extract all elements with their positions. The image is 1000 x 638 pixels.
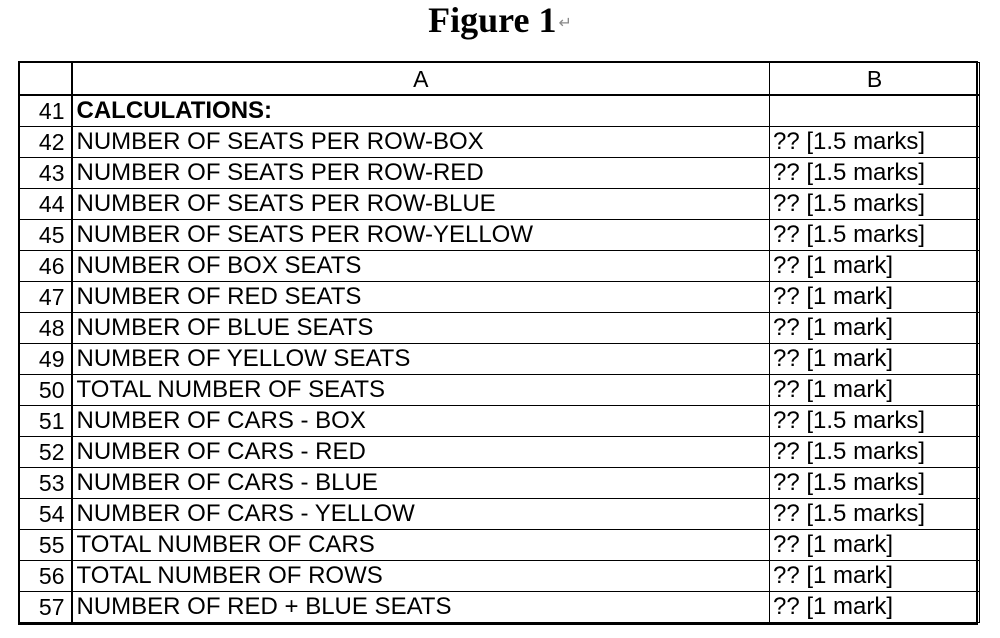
cell-b[interactable]: ?? [1 mark] [770,375,980,406]
row-number[interactable]: 52 [20,437,72,468]
cell-b[interactable]: ?? [1 mark] [770,530,980,561]
cell-a[interactable]: NUMBER OF RED + BLUE SEATS [72,592,770,623]
corner-cell[interactable] [20,63,72,96]
cell-a[interactable]: NUMBER OF CARS - BOX [72,406,770,437]
cell-a[interactable]: NUMBER OF SEATS PER ROW-BOX [72,127,770,158]
table-row [20,375,980,406]
cell-b[interactable]: ?? [1.5 marks] [770,127,980,158]
cell-b[interactable]: ?? [1.5 marks] [770,437,980,468]
row-number[interactable]: 42 [20,127,72,158]
row-number[interactable]: 43 [20,158,72,189]
table-row [20,95,980,127]
cell-a[interactable]: CALCULATIONS: [72,95,770,127]
row-number[interactable]: 46 [20,251,72,282]
table-row [20,530,980,561]
cell-a[interactable]: NUMBER OF CARS - BLUE [72,468,770,499]
cell-a[interactable]: NUMBER OF RED SEATS [72,282,770,313]
cell-b[interactable]: ?? [1 mark] [770,561,980,592]
table-row [20,282,980,313]
column-header-row [20,63,980,96]
table-row [20,437,980,468]
table-row [20,499,980,530]
figure-title [0,0,1000,46]
cell-a[interactable]: NUMBER OF CARS - RED [72,437,770,468]
table-row [20,158,980,189]
cell-a[interactable]: NUMBER OF YELLOW SEATS [72,344,770,375]
table-row [20,189,980,220]
row-number[interactable]: 50 [20,375,72,406]
cell-a[interactable]: TOTAL NUMBER OF SEATS [72,375,770,406]
table-row [20,344,980,375]
row-number[interactable]: 48 [20,313,72,344]
row-number[interactable]: 44 [20,189,72,220]
cell-b[interactable]: ?? [1.5 marks] [770,499,980,530]
figure-title-text: Figure 1 [428,0,557,40]
cell-a[interactable]: NUMBER OF SEATS PER ROW-RED [72,158,770,189]
row-number[interactable]: 49 [20,344,72,375]
row-number[interactable]: 45 [20,220,72,251]
return-mark-icon: ↵ [558,13,572,32]
row-number[interactable]: 53 [20,468,72,499]
row-number[interactable]: 55 [20,530,72,561]
cell-a[interactable]: NUMBER OF SEATS PER ROW-BLUE [72,189,770,220]
cell-a[interactable]: NUMBER OF BOX SEATS [72,251,770,282]
row-number[interactable]: 54 [20,499,72,530]
table-row [20,127,980,158]
column-header-a[interactable]: A [72,63,770,96]
row-number[interactable]: 41 [20,95,72,127]
column-header-b[interactable]: B [770,63,980,96]
cell-a[interactable]: NUMBER OF BLUE SEATS [72,313,770,344]
row-number[interactable]: 57 [20,592,72,623]
table-row [20,592,980,623]
cell-b[interactable]: ?? [1.5 marks] [770,468,980,499]
table-row [20,561,980,592]
row-number[interactable]: 51 [20,406,72,437]
cell-a[interactable]: TOTAL NUMBER OF ROWS [72,561,770,592]
cell-b[interactable]: ?? [1 mark] [770,282,980,313]
cell-b[interactable]: ?? [1.5 marks] [770,189,980,220]
cell-b[interactable]: ?? [1 mark] [770,313,980,344]
row-number[interactable]: 47 [20,282,72,313]
cell-b[interactable]: ?? [1.5 marks] [770,406,980,437]
cell-a[interactable]: NUMBER OF SEATS PER ROW-YELLOW [72,220,770,251]
cell-b[interactable] [770,95,980,127]
cell-a[interactable]: TOTAL NUMBER OF CARS [72,530,770,561]
table-row [20,468,980,499]
cell-b[interactable]: ?? [1 mark] [770,592,980,623]
spreadsheet-table [19,62,980,623]
cell-a[interactable]: NUMBER OF CARS - YELLOW [72,499,770,530]
cell-b[interactable]: ?? [1 mark] [770,344,980,375]
cell-b[interactable]: ?? [1 mark] [770,251,980,282]
cell-b[interactable]: ?? [1.5 marks] [770,220,980,251]
table-row [20,220,980,251]
row-number[interactable]: 56 [20,561,72,592]
cell-b[interactable]: ?? [1.5 marks] [770,158,980,189]
table-row [20,406,980,437]
table-row [20,313,980,344]
table-row [20,251,980,282]
